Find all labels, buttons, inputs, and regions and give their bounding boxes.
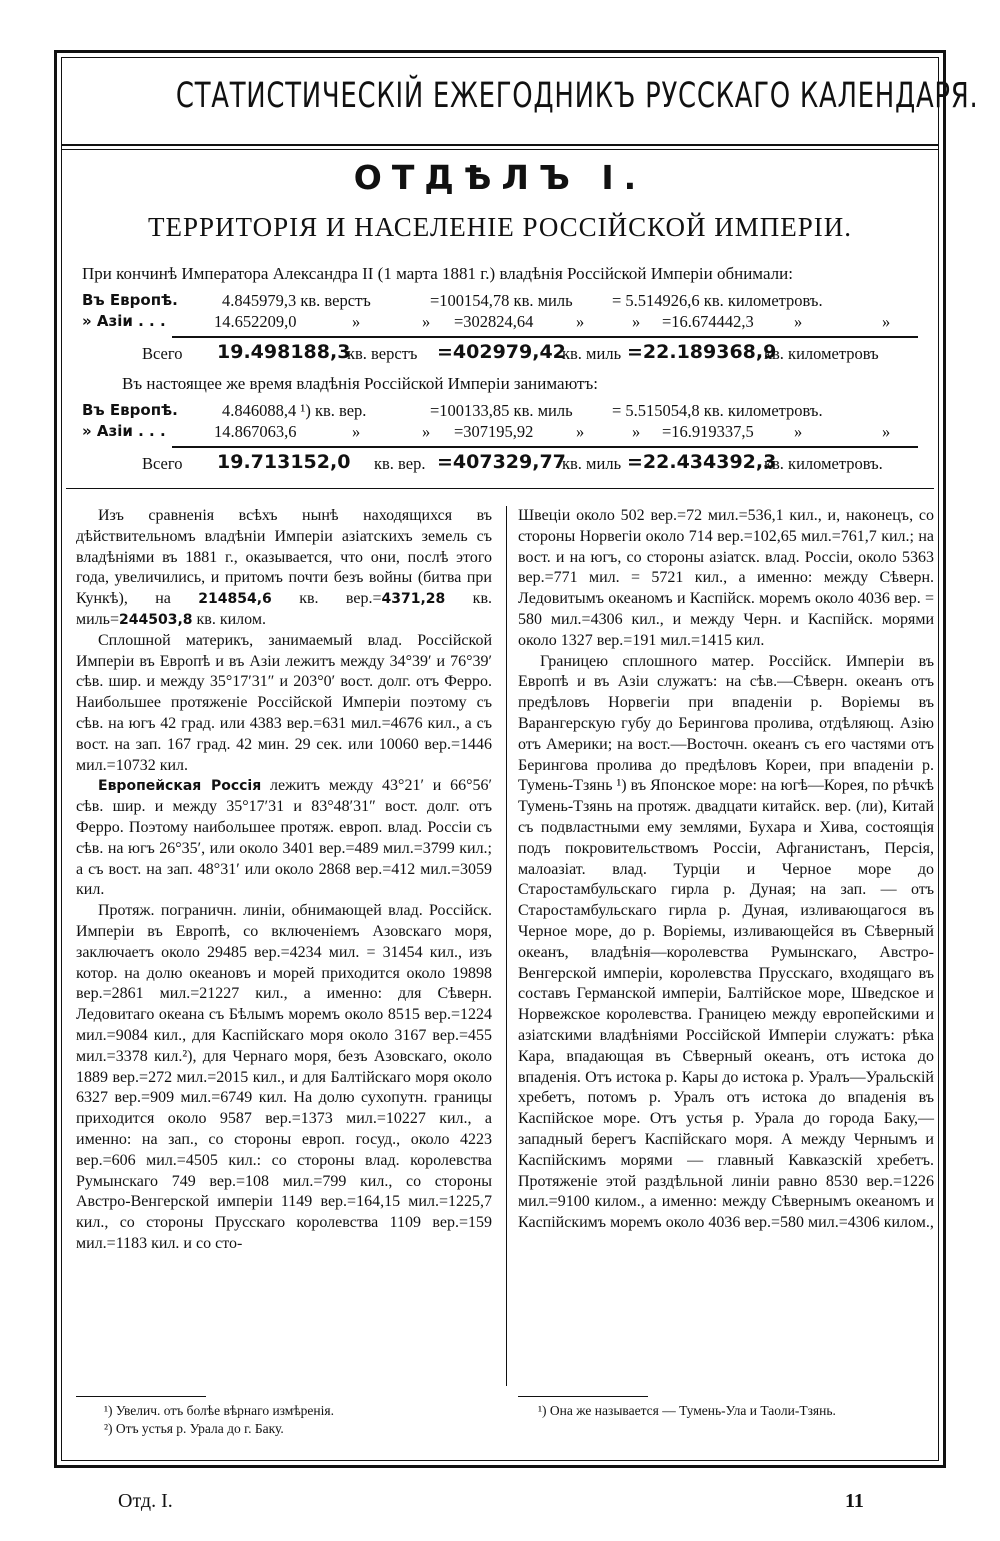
page-frame (54, 50, 979, 1468)
table-bottom-rule (66, 488, 934, 489)
total-versts: 19.498188,3 (217, 341, 351, 363)
total-versts-unit: кв. вер. (374, 454, 426, 473)
asia-label: » Азіи . . . (82, 312, 166, 330)
total-miles-unit: кв. миль (562, 344, 622, 363)
paragraph: Сплошной материкъ, занимаемый влад. Россійской Имперіи въ Европѣ и въ Азіи лежитъ между 34°39′ и 76°39′ сѣв. шир. и между 35°17′31″ и 203°0′ вост. долг. отъ Ферро. Наибольшее протяженіе Россійской Имперіи поэтому съ сѣв. на югъ 42 град. или 4383 вер.=631 мил.=4676 кил., а съ вост. на зап. 167 град. 42 мин. 29 сек. или 10060 вер.=1446 мил.=10732 кил. (76, 631, 492, 774)
body-columns (76, 506, 934, 1444)
page-number: 11 (845, 1490, 864, 1512)
total-km: =22.434392,3 (627, 451, 777, 473)
footnote-rule (518, 1396, 648, 1397)
header-rule (62, 144, 938, 146)
left-column (76, 506, 492, 1255)
paragraph: Границею сплошного матер. Россійск. Имперіи въ Европѣ и въ Азіи служатъ: на сѣв.—Сѣверн. океанъ отъ предѣловъ Норвегіи при впаденіи р. Воріемы въ Варангерскую губу до Берингова пролива, отдѣляющ. Азію отъ Америки; на вост.—Восточн. океанъ съ его частями отъ Берингова пролива до предѣловъ Кореи, при впаденіи р. Тумень-Тзянь ¹) въ Японское море: на югѣ—Корея, по рѣчкѣ Тумень-Тзянь на протяж. двадцати китайск. вер. (ли), Китай съ подвластными ему землями, Бухара и Хива, состоящія подъ покровительствомъ Россіи, Афганистанъ, Персія, малоазіат. влад. Турціи и Черное море до Старостамбульскаго гирла р. Дуная; на зап. — отъ Старостамбульскаго гирла р. Дуная, изливающагося въ Черное море, до р. Воріемы, изливающейся въ Сѣверный океанъ, владѣнія—королевства Румынскаго, Австро-Венгерской имперіи, королевства Прусскаго, входящаго въ составъ Германской имперіи, Балтійское море, Шведское и Норвежское королевства. Границею между европейскими и азіатскими владѣніями Россійской Имперіи служатъ: рѣка Кара, впадающая въ Сѣверный океанъ, отъ истока до впаденія. Отъ истока р. Кары до истока р. Уралъ—Уральскій хребетъ, потомъ р. Уралъ отъ истока до впаденія въ Каспійское море. Отъ устья р. Урала до города Баку,—западный берегъ Каспійскаго моря. А между Чернымъ и Каспійскимъ морями — главный Кавказскій хребетъ. Протяженіе этой раздѣльной линіи равно 8530 вер.=1226 мил.=9100 килом., а именно: между Сѣвернымъ океаномъ и Каспійскимъ моремъ около 4036 вер.=580 мил.=4306 килом., (518, 652, 934, 1232)
europe-versts: 4.845979,3 кв. верстъ (222, 291, 371, 310)
total-km-unit: кв. километровъ. (764, 454, 883, 473)
section-subtitle: ТЕРРИТОРІЯ И НАСЕЛЕНІЕ РОССІЙСКОЙ ИМПЕРІИ. (147, 212, 853, 242)
asia-versts: 14.652209,0 (214, 312, 297, 331)
footnote: ¹) Она же называется — Тумень-Ула и Таоли-Тзянь. (538, 1403, 836, 1418)
europe-label: Въ Европѣ. (82, 291, 178, 309)
asia-km: =16.919337,5 (662, 422, 754, 441)
ditto-mark: » (576, 422, 585, 441)
europe-versts: 4.846088,4 ¹) кв. вер. (222, 401, 367, 420)
asia-versts: 14.867063,6 (214, 422, 297, 441)
total-versts-unit: кв. верстъ (347, 344, 418, 363)
header-rule-thin (62, 149, 938, 150)
total-versts: 19.713152,0 (217, 451, 351, 473)
ditto-mark: » (632, 422, 641, 441)
column-divider (506, 506, 507, 1386)
asia-miles: =307195,92 (454, 422, 534, 441)
table-now-intro: Въ настоящее же время владѣнія Россійской Имперіи занимаютъ: (122, 374, 598, 393)
europe-label: Въ Европѣ. (82, 401, 178, 419)
total-miles-unit: кв. миль (562, 454, 622, 473)
footnote: ²) Отъ устья р. Урала до г. Баку. (104, 1421, 284, 1436)
ditto-mark: » (422, 422, 431, 441)
europe-miles: =100154,78 кв. миль (430, 291, 573, 310)
asia-miles: =302824,64 (454, 312, 534, 331)
asia-km: =16.674442,3 (662, 312, 754, 331)
running-title: СТАТИСТИЧЕСКІЙ ЕЖЕГОДНИКЪ РУССКАГО КАЛЕНДАРЯ. (175, 76, 979, 116)
ditto-mark: » (352, 422, 361, 441)
right-column (518, 506, 934, 1234)
ditto-mark: » (882, 312, 891, 331)
total-km: =22.189368,9 (627, 341, 777, 363)
europe-miles: =100133,85 кв. миль (430, 401, 573, 420)
page-frame-inner (61, 57, 979, 1461)
ditto-mark: » (576, 312, 585, 331)
total-miles: =407329,77 (437, 451, 566, 473)
table-1881-intro: При кончинѣ Императора Александра II (1 марта 1881 г.) владѣнія Россійской Имперіи обнимали: (82, 264, 793, 283)
total-label: Всего (142, 344, 183, 363)
europe-km: = 5.514926,6 кв. километровъ. (612, 291, 823, 310)
total-miles: =402979,42 (437, 341, 566, 363)
ditto-mark: » (794, 312, 803, 331)
section-title: ОТДѢЛЪ I. (353, 158, 647, 197)
paragraph: Европейская Россія лежитъ между 43°21′ и 66°56′ сѣв. шир. и между 35°17′31 и 83°48′31″ вост. долг. отъ Ферро. Поэтому наибольшее протяж. европ. влад. Россіи съ сѣв. на югъ 26°35′, или около 3401 вер.=489 мил.=3799 кил.; а съ вост. на зап. 48°31′ или около 2868 вер.=412 мил.=3059 кил. (76, 777, 493, 899)
paragraph: Протяж. пограничн. линіи, обнимающей влад. Россійск. Имперіи въ Европѣ, со включеніемъ Азовскаго моря, заключаетъ около 29485 вер.=4234 мил. = 31454 кил., изъ котор. на долю океановъ и морей приходится около 19898 вер.=2861 мил.=21227 кил., а именно: для Сѣверн. Ледовитаго океана съ Бѣлымъ моремъ около 8515 вер.=1224 мил.=9084 кил., для Каспійскаго моря около 3167 вер.=455 мил.=3378 кил.²), для Чернаго моря, безъ Азовскаго, около 1889 вер.=272 мил.=2015 кил., и для Балтійскаго моря около 6327 вер.=909 мил.=6749 кил. На долю сухопутн. границы приходится около 9587 вер.=1373 мил.=10227 кил., а именно: на зап., со стороны европ. госуд., около 4223 вер.=606 мил.=4505 кил.: со стороны влад. королевства Румынскаго 749 вер.=108 мил.=799 кил., со стороны Австро-Венгерской имперіи 1149 вер.=164,15 мил.=1225,7 кил., со стороны Прусскаго королевства 1109 вер.=159 мил.=1183 кил. и со сто- (76, 902, 492, 1252)
footnote: ¹) Увелич. отъ болѣе вѣрнаго измѣренія. (104, 1403, 334, 1418)
total-label: Всего (142, 454, 183, 473)
footnote-rule (76, 1396, 206, 1397)
ditto-mark: » (632, 312, 641, 331)
ditto-mark: » (352, 312, 361, 331)
ditto-mark: » (794, 422, 803, 441)
ditto-mark: » (422, 312, 431, 331)
footer-section: Отд. I. (118, 1490, 173, 1512)
sum-rule (172, 336, 918, 338)
total-km-unit: кв. километровъ (764, 344, 879, 363)
ditto-mark: » (882, 422, 891, 441)
europe-km: = 5.515054,8 кв. километровъ. (612, 401, 823, 420)
asia-label: » Азіи . . . (82, 422, 166, 440)
paragraph: Швеціи около 502 вер.=72 мил.=536,1 кил., и, наконецъ, со стороны Норвегіи около 714 вер.=102,65 мил.=761,7 кил.; на вост. и на югъ, со стороны азіатск. влад. Россіи, около 5363 вер.=771 мил. = 5721 кил., а именно: между Сѣверн. Ледовитымъ океаномъ и Каспійск. моремъ около 4036 вер. = 580 мил.=4306 кил., и между Черн. и Каспійск. морями около 1327 вер.=191 мил.=1415 кил. (518, 507, 934, 649)
paragraph: Изъ сравненія всѣхъ нынѣ находящихся въ дѣйствительномъ владѣніи Имперіи азіатскихъ земель съ владѣніями въ 1881 г., оказывается, что они, послѣ этого года, увеличились, и притомъ почти безъ войны (битва при Кункѣ), на 214854,6 кв. вер.=4371,28 кв. миль=244503,8 кв. килом. (76, 507, 493, 628)
sum-rule (172, 446, 918, 448)
